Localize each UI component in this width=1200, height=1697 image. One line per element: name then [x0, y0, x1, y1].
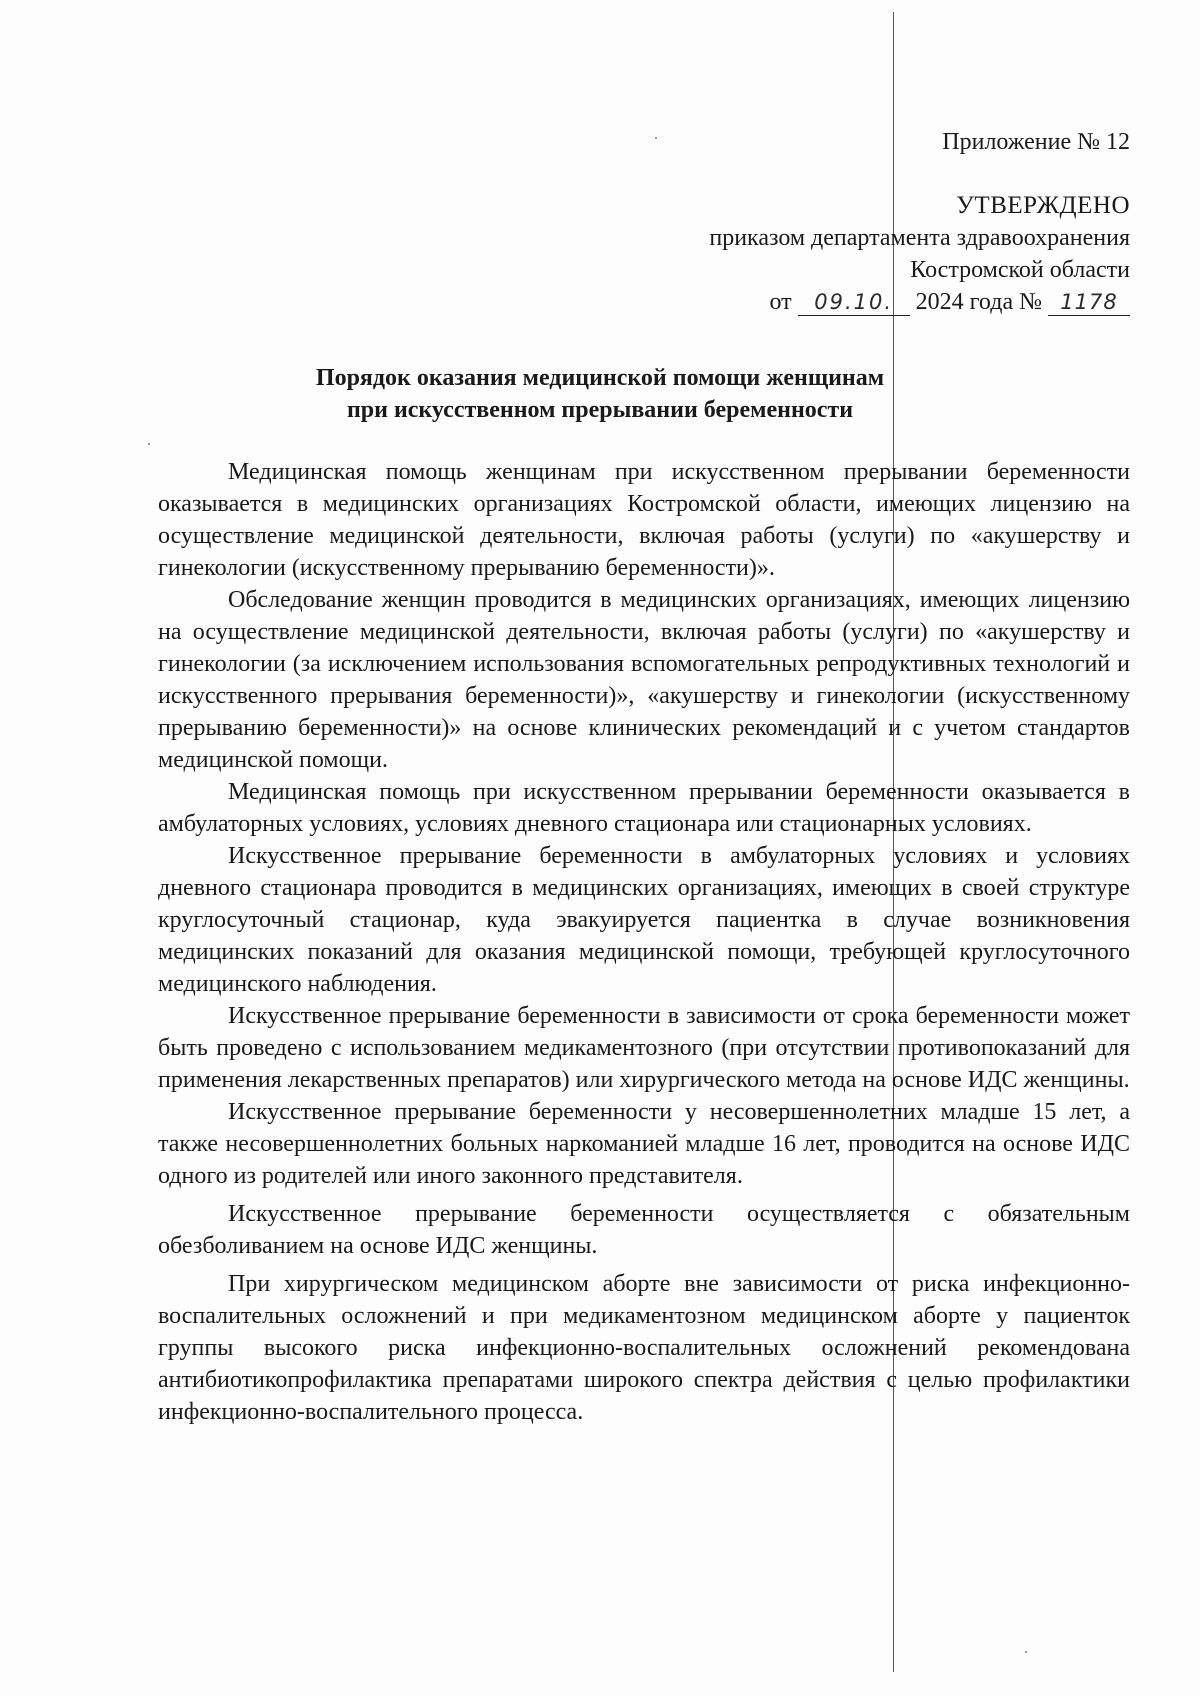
order-number-handwritten: 1178 — [1048, 289, 1130, 316]
scan-speck — [1025, 1651, 1027, 1653]
title-line2: при искусственном прерывании беременности — [346, 397, 854, 423]
scan-speck — [148, 443, 150, 445]
scan-speck — [655, 137, 657, 139]
body-paragraph: Искусственное прерывание беременности в зависимости от срока беременности может быть проведено с использованием медикаментозного (при отсутствии противопоказаний для применения лекарственных препаратов) или хирургического метода на основе ИДС женщины. — [158, 1003, 1130, 1093]
approved-by-line1: приказом департамента здравоохранения — [709, 225, 1130, 251]
appendix-label — [942, 126, 1130, 158]
approved-by-line2: Костромской области — [910, 257, 1130, 283]
appendix-text: Приложение № 12 — [942, 129, 1130, 155]
body-paragraph: Обследование женщин проводится в медицинских организациях, имеющих лицензию на осуществление медицинской деятельности, включая работы (услуги) по «акушерству и гинекологии (за исключением использования вспомогательных репродуктивных технологий и искусственного прерывания беременности)», «акушерству и гинекологии (искусственному прерыванию беременности)» на основе клинических рекомендаций и с учетом стандартов медицинской помощи. — [158, 587, 1130, 773]
document-title — [0, 362, 1200, 426]
order-line — [709, 286, 1130, 318]
document-body — [158, 456, 1130, 1428]
body-paragraph: Медицинская помощь при искусственном прерывании беременности оказывается в амбулаторных условиях, условиях дневного стационара или стационарных условиях. — [158, 779, 1130, 837]
order-prefix: от — [769, 289, 792, 315]
approved-title: УТВЕРЖДЕНО — [956, 192, 1130, 219]
title-line1: Порядок оказания медицинской помощи женщинам — [315, 365, 885, 391]
body-paragraph: Искусственное прерывание беременности у несовершеннолетних младше 15 лет, а также несовершеннолетних больных наркоманией младше 16 лет, проводится на основе ИДС одного из родителей или иного законного представителя. — [158, 1099, 1130, 1189]
body-paragraph: Искусственное прерывание беременности в амбулаторных условиях и условиях дневного стационара проводится в медицинских организациях, имеющих в своей структуре круглосуточный стационар, куда эвакуируется пациентка в случае возникновения медицинских показаний для оказания медицинской помощи, требующей круглосуточного медицинского наблюдения. — [158, 843, 1130, 997]
approval-block — [709, 190, 1130, 318]
order-year: 2024 года № — [915, 289, 1042, 315]
body-paragraph: Медицинская помощь женщинам при искусственном прерывании беременности оказывается в медицинских организациях Костромской области, имеющих лицензию на осуществление медицинской деятельности, включая работы (услуги) по «акушерству и гинекологии (искусственному прерыванию беременности)». — [158, 459, 1130, 581]
body-paragraph: При хирургическом медицинском аборте вне зависимости от риска инфекционно-воспалительных осложнений и при медикаментозном медицинском аборте у пациенток группы высокого риска инфекционно-воспалительных осложнений рекомендована антибиотикопрофилактика препаратами широкого спектра действия с целью профилактики инфекционно-воспалительного процесса. — [158, 1271, 1130, 1425]
body-paragraph: Искусственное прерывание беременности осуществляется с обязательным обезболиванием на основе ИДС женщины. — [158, 1201, 1130, 1259]
order-date-handwritten: 09.10. — [798, 289, 910, 316]
